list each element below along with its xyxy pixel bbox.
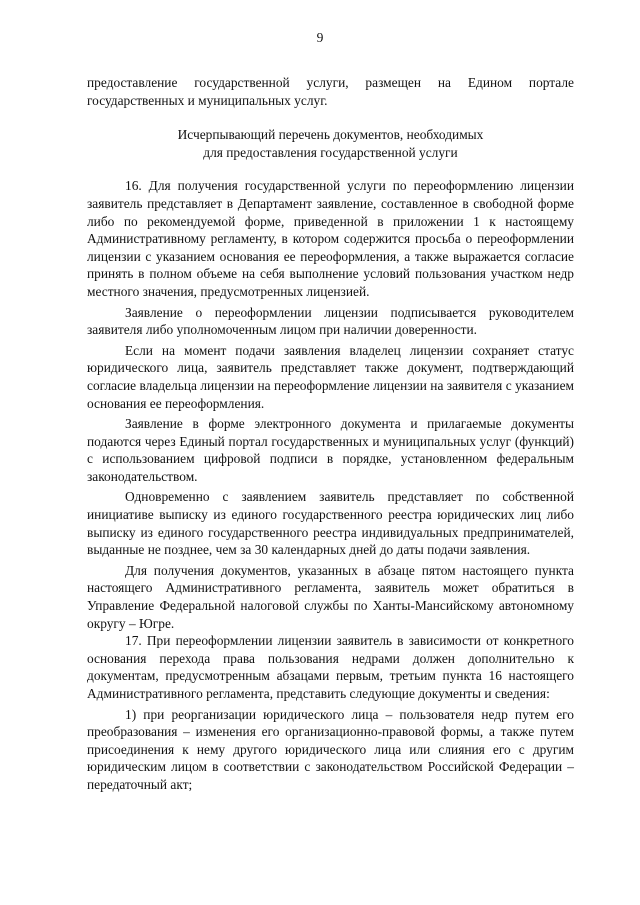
paragraph-signature: Заявление о переоформлении лицензии подписывается руководителем заявителя либо уполномоченным лицом при наличии доверенности. — [87, 304, 574, 338]
page-number: 9 — [316, 30, 324, 45]
paragraph-registry-extract: Одновременно с заявлением заявитель представляет по собственной инициативе выписку из единого государственного реестра юридических лиц либо выписку из единого государственного реестра индивидуальных предпринимателей, выданные не позднее, чем за 30 календарных дней до даты подачи заявления. — [87, 489, 574, 558]
paragraph-electronic-form: Заявление в форме электронного документа и прилагаемые документы подаются через Единый портал государственных и муниципальных услуг (функций) с использованием цифровой подписи в порядке, установленном федеральным законодательством. — [87, 416, 574, 484]
section-heading-line-1: Исчерпывающий перечень документов, необходимых — [177, 127, 484, 143]
section-heading-line-2: для предоставления государственной услуги — [203, 144, 458, 160]
paragraph-16: 16. Для получения государственной услуги по переоформлению лицензии заявитель представляет в Департамент заявление, составленное в свободной форме либо по рекомендуемой форме, приведенной в приложении 1 к настоящему Административному регламенту, в котором содержится просьба о переоформлении лицензии с указанием основания ее переоформления, а также выражается согласие принять в полном объеме на себя выполнение условий пользования участком недр местного значения, предусмотренных лицензией. — [87, 178, 574, 299]
paragraph-owner-consent: Если на момент подачи заявления владелец лицензии сохраняет статус юридического лица, заявитель представляет также документ, подтверждающий согласие владельца лицензии на переоформление лицензии на заявителя с указанием основания ее переоформления. — [87, 342, 574, 411]
intro-paragraph: предоставление государственной услуги, размещен на Едином портале государственных и муниципальных услуг. — [87, 75, 574, 108]
paragraph-17-item-1: 1) при реорганизации юридического лица – пользователя недр путем его преобразования – изменения его организационно-правовой формы, а также путем присоединения к нему другого юридического лица или слияния его с другим юридическим лицом в соответствии с законодательством Российской Федерации – передаточный акт; — [87, 706, 574, 792]
paragraph-tax-service: Для получения документов, указанных в абзаце пятом настоящего пункта настоящего Административного регламента, заявитель может обратиться в Управление Федеральной налоговой службы по Ханты-Мансийскому автономному округу – Югре. — [87, 562, 574, 631]
paragraph-17: 17. При переоформлении лицензии заявитель в зависимости от конкретного основания перехода права пользования недрами должен дополнительно к документам, предусмотренным абзацами первым, третьим пункта 16 настоящего Административного регламента, представить следующие документы и сведения: — [87, 633, 574, 701]
document-body — [87, 74, 574, 794]
section-heading — [87, 126, 574, 161]
